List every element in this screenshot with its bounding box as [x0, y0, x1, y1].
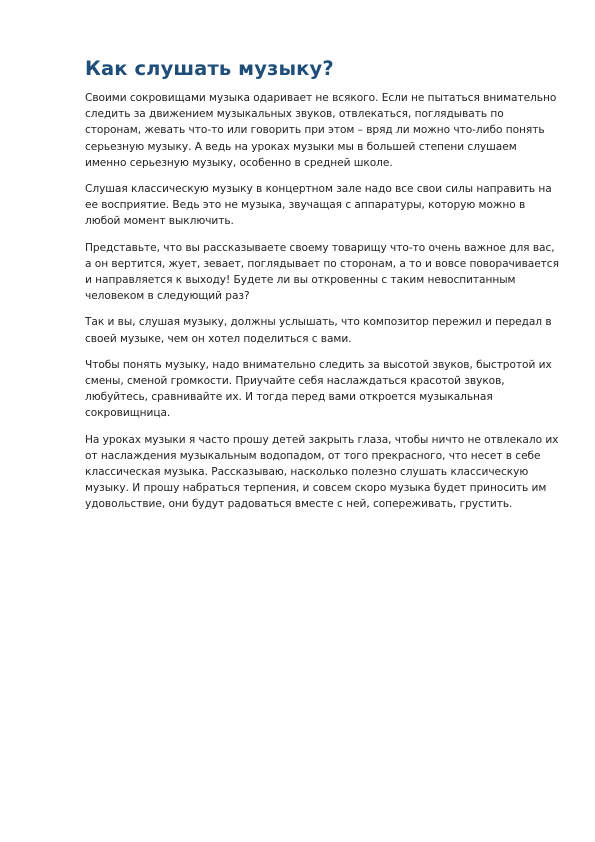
paragraph-1: Своими сокровищами музыка одаривает не всякого. Если не пытаться внимательно следить за движением музыкальных звуков, отвлекаться, поглядывать по сторонам, жевать что-то или говорить при этом – вряд ли можно что-либо понять серьезную музыку. А ведь на уроках музыки мы в большей степени слушаем именно серьезную музыку, особенно в средней школе.: [85, 92, 557, 169]
document-body: [85, 56, 560, 523]
paragraph-3: Представьте, что вы рассказываете своему товарищу что-то очень важное для вас, а он вертится, жует, зевает, поглядывает по сторонам, а то и вовсе поворачивается и направляется к выходу! Будете ли вы откровенны с таким невоспитанным человеком в следующий раз?: [85, 241, 559, 303]
document-title: Как слушать музыку?: [85, 57, 334, 80]
paragraph-5: Чтобы понять музыку, надо внимательно следить за высотой звуков, быстротой их смены, сменой громкости. Приучайте себя наслаждаться красотой звуков, любуйтесь, сравнивайте их. И тогда перед вами откроется музыкальная сокровищница.: [85, 358, 552, 420]
paragraph-4: Так и вы, слушая музыку, должны услышать, что композитор пережил и передал в своей музыке, чем он хотел поделиться с вами.: [85, 316, 552, 345]
paragraph-6: На уроках музыки я часто прошу детей закрыть глаза, чтобы ничто не отвлекало их от наслаждения музыкальным водопадом, от того прекрасного, что несет в себе классическая музыка. Рассказываю, насколько полезно слушать классическую музыку. И прошу набраться терпения, и совсем скоро музыка будет приносить им удовольствие, они будут радоваться вместе с ней, сопереживать, грустить.: [85, 433, 559, 511]
paragraph-2: Слушая классическую музыку в концертном зале надо все свои силы направить на ее восприятие. Ведь это не музыка, звучащая с аппаратуры, которую можно в любой момент выключить.: [85, 183, 552, 228]
